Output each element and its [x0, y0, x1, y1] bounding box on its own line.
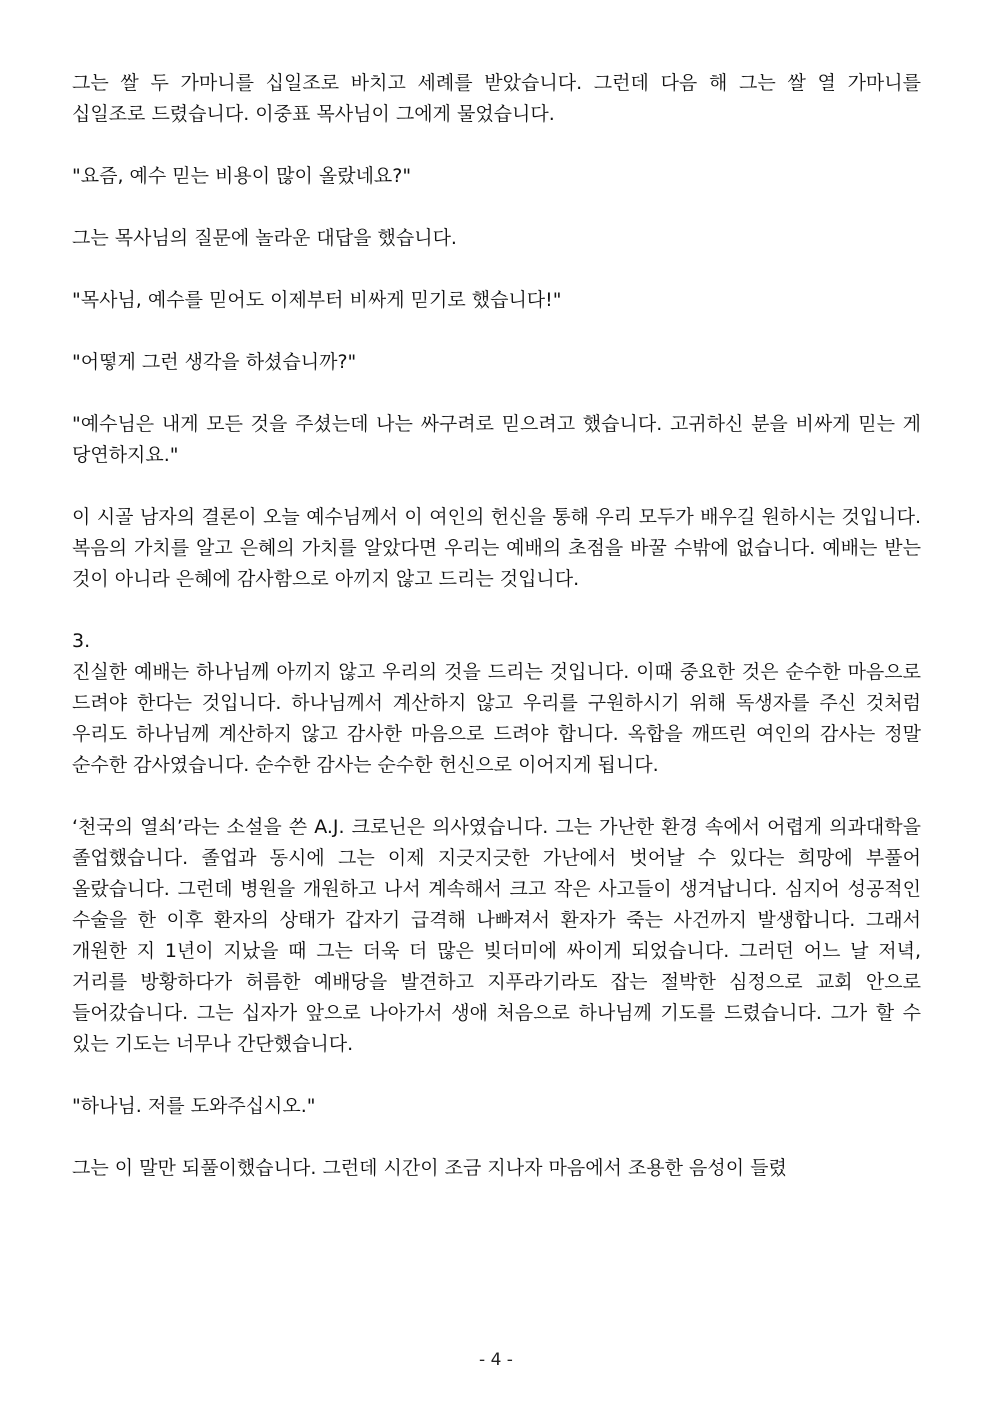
quote-prayer: "하나님. 저를 도와주십시오." — [72, 1095, 316, 1117]
paragraph-tithe-story: 그는 쌀 두 가마니를 십일조로 바치고 세례를 받았습니다. 그런데 다음 해 그는 쌀 열 가마니를 십일조로 드렸습니다. 이중표 목사님이 그에게 물었습니다. — [72, 72, 921, 125]
paragraph-answer-intro: 그는 목사님의 질문에 놀라운 대답을 했습니다. — [72, 227, 457, 249]
paragraph-true-worship: 진실한 예배는 하나님께 아끼지 않고 우리의 것을 드리는 것입니다. 이때 중요한 것은 순수한 마음으로 드려야 한다는 것입니다. 하나님께서 계산하지 않고 우리를 구원하시기 위해 독생자를 주신 것처럼 우리도 하나님께 계산하지 않고 감사한 마음으로 드려야 합니다. 옥합을 깨뜨린 여인의 감사는 정말 순수한 감사였습니다. 순수한 감사는 순수한 헌신으로 이어지게 됩니다. — [72, 661, 921, 776]
quote-pastor-question: "요즘, 예수 믿는 비용이 많이 올랐네요?" — [72, 165, 412, 187]
paragraph-continued: 그는 이 말만 되풀이했습니다. 그런데 시간이 조금 지나자 마음에서 조용한 음성이 들렸 — [72, 1157, 787, 1179]
section-number: 3. — [72, 630, 91, 652]
quote-how-thought: "어떻게 그런 생각을 하셨습니까?" — [72, 351, 357, 373]
paragraph-conclusion: 이 시골 남자의 결론이 오늘 예수님께서 이 여인의 헌신을 통해 우리 모두가 배우길 원하시는 것입니다. 복음의 가치를 알고 은혜의 가치를 알았다면 우리는 예배의 초점을 바꿀 수밖에 없습니다. 예배는 받는 것이 아니라 은혜에 감사함으로 아끼지 않고 드리는 것입니다. — [72, 506, 922, 590]
page-number: - 4 - — [479, 1350, 513, 1370]
quote-jesus-gave-all: "예수님은 내게 모든 것을 주셨는데 나는 싸구려로 믿으려고 했습니다. 고귀하신 분을 비싸게 믿는 게 당연하지요." — [72, 413, 921, 466]
document-body — [72, 68, 921, 1184]
quote-believe-expensively: "목사님, 예수를 믿어도 이제부터 비싸게 믿기로 했습니다!" — [72, 289, 562, 311]
paragraph-cronin-story: ‘천국의 열쇠’라는 소설을 쓴 A.J. 크로닌은 의사였습니다. 그는 가난한 환경 속에서 어렵게 의과대학을 졸업했습니다. 졸업과 동시에 그는 이제 지긋지긋한 가난에서 벗어날 수 있다는 희망에 부풀어 올랐습니다. 그런데 병원을 개원하고 나서 계속해서 크고 작은 사고들이 생겨납니다. 심지어 성공적인 수술을 한 이후 환자의 상태가 갑자기 급격해 나빠져서 환자가 죽는 사건까지 발생합니다. 그래서 개원한 지 1년이 지났을 때 그는 더욱 더 많은 빚더미에 싸이게 되었습니다. 그러던 어느 날 저녁, 거리를 방황하다가 허름한 예배당을 발견하고 지푸라기라도 잡는 절박한 심정으로 교회 안으로 들어갔습니다. 그는 십자가 앞으로 나아가서 생애 처음으로 하나님께 기도를 드렸습니다. 그가 할 수 있는 기도는 너무나 간단했습니다. — [72, 816, 921, 1055]
